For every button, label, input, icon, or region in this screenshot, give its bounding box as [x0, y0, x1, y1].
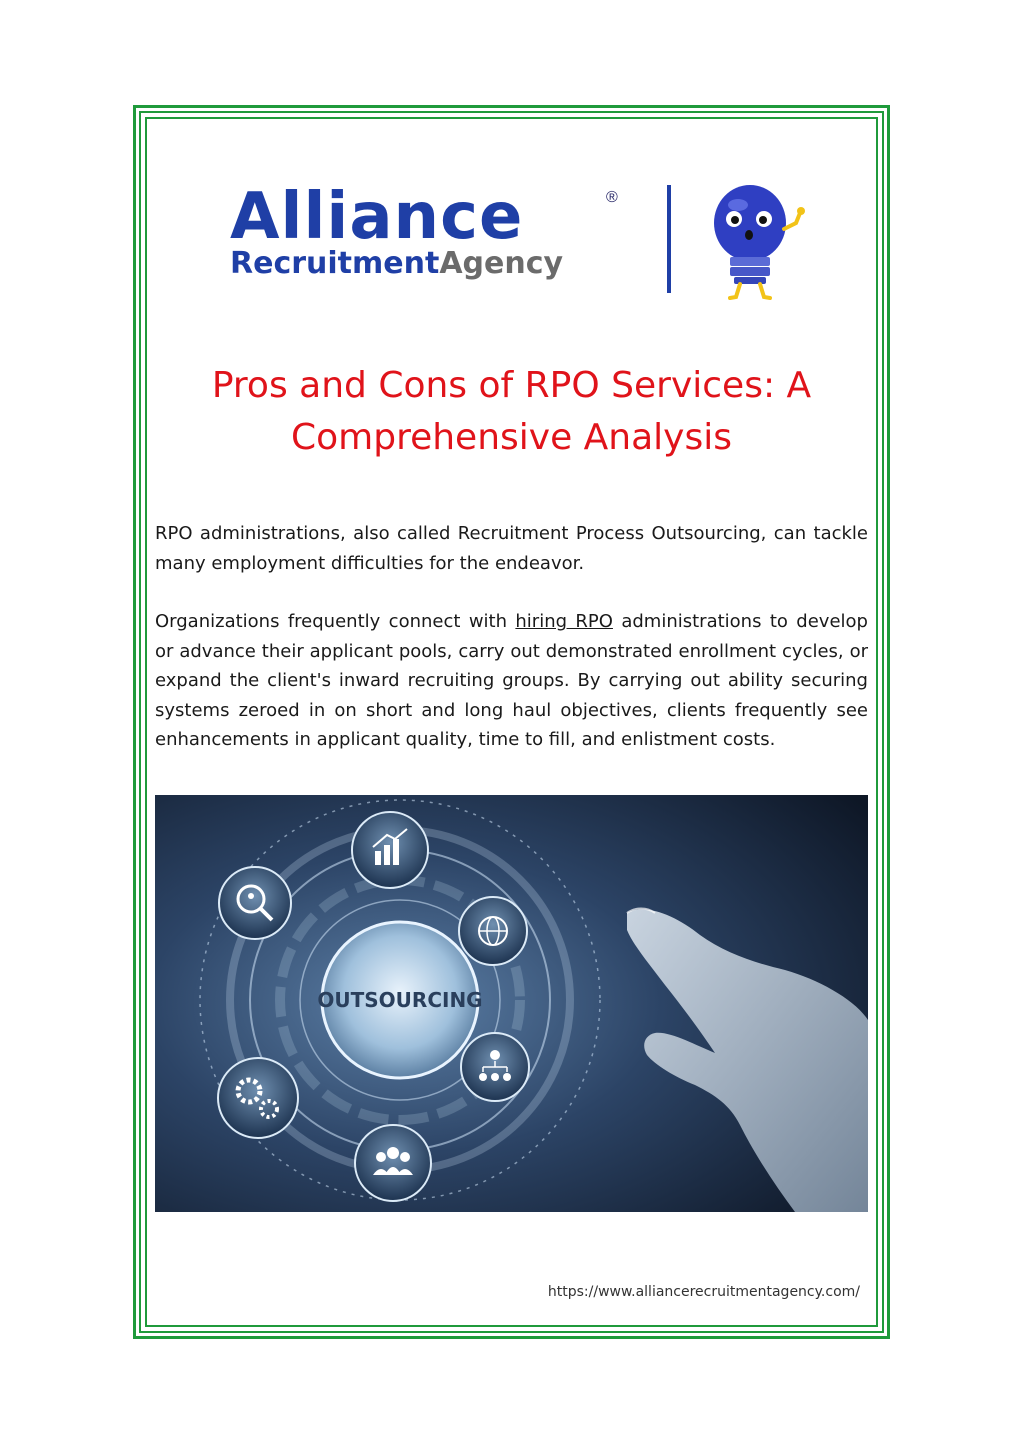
page-title [155, 360, 868, 464]
hiring-rpo-link[interactable]: hiring RPO [515, 611, 613, 632]
footer-url[interactable]: https://www.alliancerecruitmentagency.com/ [547, 1284, 860, 1300]
logo-word-recruitment-agency [230, 247, 563, 281]
outsourcing-illustration [155, 795, 868, 1212]
outsourcing-label: OUTSOURCING [317, 988, 483, 1012]
lightbulb-mascot-icon [700, 183, 810, 301]
logo-word-agency: Agency [439, 246, 564, 281]
org-chart-icon [461, 1033, 529, 1101]
group-people-icon [355, 1125, 431, 1201]
globe-icon [459, 897, 527, 965]
title-line-1: Pros and Cons of RPO Services: A [211, 365, 812, 406]
logo-divider [667, 185, 671, 293]
intro-paragraph: RPO administrations, also called Recruitment Process Outsourcing, can tackle many employment difficulties for the endeavor. [155, 523, 868, 574]
logo-word-alliance: Alliance [230, 180, 524, 254]
body-text-before-link: Organizations frequently connect with [155, 611, 516, 632]
body-paragraph [155, 607, 868, 755]
gears-icon [218, 1058, 298, 1138]
company-logo [230, 180, 810, 305]
logo-word-recruitment: Recruitment [230, 246, 440, 281]
magnifier-people-icon [219, 867, 291, 939]
registered-trademark: ® [606, 189, 618, 206]
bar-chart-icon [352, 812, 428, 888]
title-line-2: Comprehensive Analysis [291, 417, 732, 458]
body-text-after-link: administrations to develop or advance their applicant pools, carry out demonstrated enrollment cycles, or expand the client's inward recruiting groups. By carrying out ability securing systems zeroed in on short and long haul objectives, clients frequently see enhancements in applicant quality, time to fill, and enlistment costs. [155, 611, 868, 750]
